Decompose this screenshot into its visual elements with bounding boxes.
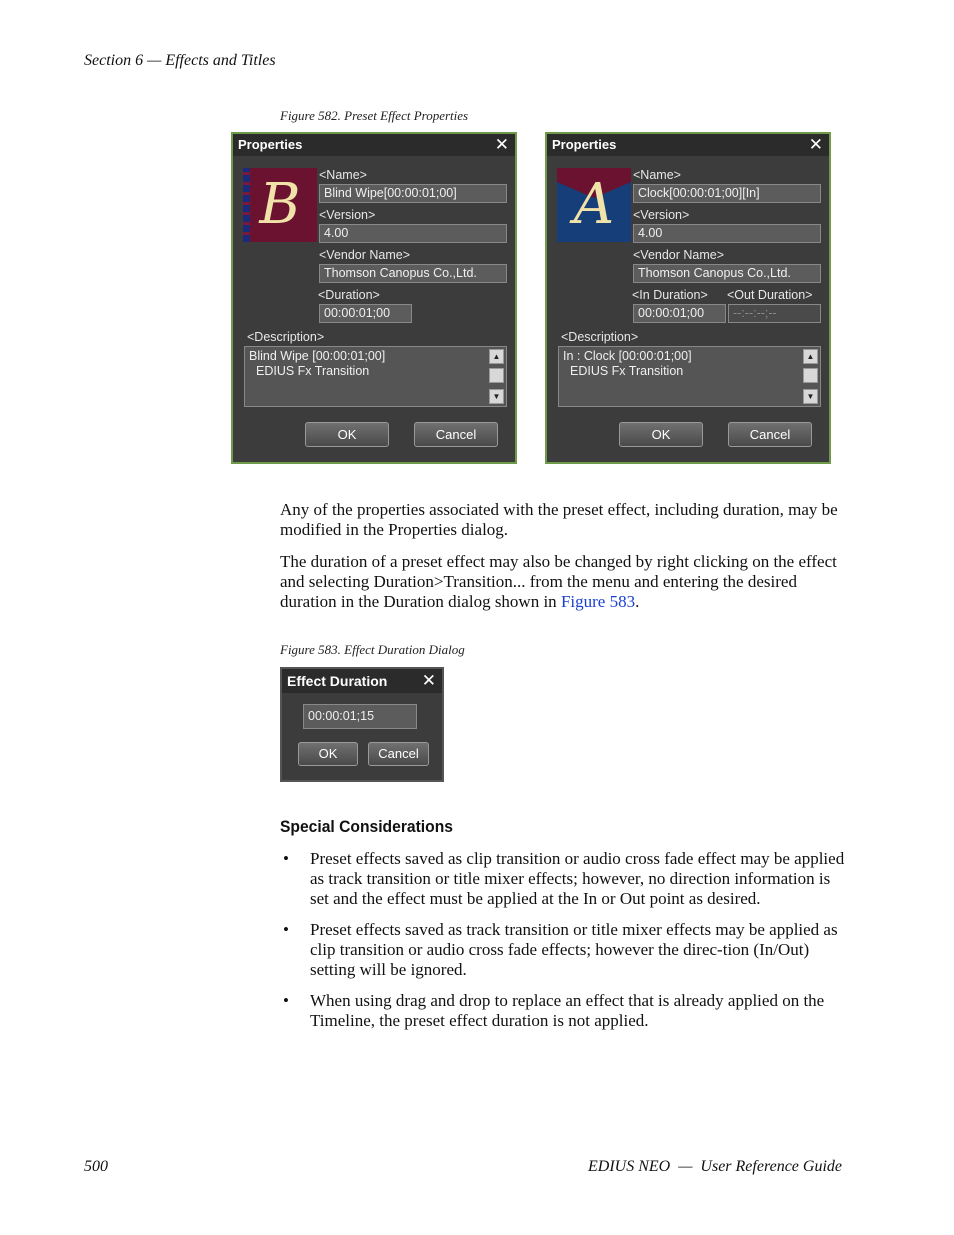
dialog-title: Properties [233, 134, 515, 156]
description-line-1: In : Clock [00:00:01;00] [563, 349, 692, 363]
vendor-field[interactable]: Thomson Canopus Co.,Ltd. [633, 264, 821, 283]
vendor-field[interactable]: Thomson Canopus Co.,Ltd. [319, 264, 507, 283]
name-label: <Name> [319, 168, 367, 182]
bullet-icon: • [283, 849, 289, 868]
section-heading: Special Considerations [280, 817, 453, 836]
cancel-button[interactable]: Cancel [414, 422, 498, 447]
ok-button[interactable]: OK [305, 422, 389, 447]
page-number: 500 [84, 1158, 108, 1175]
paragraph-1: Any of the properties associated with the preset effect, including duration, may be modified in the Properties dialog. [280, 500, 838, 539]
effect-duration-dialog [280, 667, 444, 782]
description-line-1: Blind Wipe [00:00:01;00] [249, 349, 386, 363]
scroll-thumb[interactable] [803, 368, 818, 383]
list-item [283, 849, 845, 909]
description-label: <Description> [247, 330, 325, 344]
figure-583-link[interactable]: Figure 583 [560, 592, 636, 611]
thumbnail-letter: B [259, 172, 301, 237]
version-label: <Version> [633, 208, 690, 222]
version-field[interactable]: 4.00 [319, 224, 507, 243]
properties-dialog-blind-wipe [231, 132, 517, 464]
list-item-text: Preset effects saved as clip transition or audio cross fade effect may be applied as track transition or title mixer effects; however, no direction information is set and the effect must be applied at the In or Out point as desired. [310, 849, 845, 908]
list-item [283, 920, 845, 980]
description-label: <Description> [561, 330, 639, 344]
effect-thumbnail [557, 168, 631, 242]
description-box[interactable] [244, 346, 507, 407]
duration-field[interactable]: 00:00:01;00 [319, 304, 412, 323]
list-item [283, 991, 845, 1031]
running-header: Section 6 — Effects and Titles [84, 52, 276, 69]
dialog-title: Properties [547, 134, 829, 156]
version-field[interactable]: 4.00 [633, 224, 821, 243]
considerations-list [283, 849, 845, 1042]
scroll-down-icon[interactable]: ▼ [489, 389, 504, 404]
dialog-title: Effect Duration [282, 669, 442, 693]
cancel-button[interactable]: Cancel [728, 422, 812, 447]
paragraph-2 [280, 552, 845, 612]
effect-thumbnail [243, 168, 317, 242]
scroll-thumb[interactable] [489, 368, 504, 383]
list-item-text: When using drag and drop to replace an effect that is already applied on the Timeline, the preset effect duration is not applied. [310, 991, 825, 1030]
in-duration-label: <In Duration> [632, 288, 708, 302]
scroll-up-icon[interactable]: ▲ [803, 349, 818, 364]
paragraph-2-end: . [635, 592, 640, 611]
out-duration-label: <Out Duration> [727, 288, 813, 302]
bullet-icon: • [283, 991, 289, 1010]
version-label: <Version> [319, 208, 376, 222]
description-line-2: EDIUS Fx Transition [256, 364, 370, 378]
guide-title: EDIUS NEO — User Reference Guide [587, 1158, 842, 1175]
vendor-label: <Vendor Name> [633, 248, 725, 262]
description-line-2: EDIUS Fx Transition [570, 364, 684, 378]
duration-input[interactable]: 00:00:01;15 [303, 704, 417, 729]
description-box[interactable] [558, 346, 821, 407]
body-paragraphs [280, 500, 845, 624]
close-icon[interactable]: ✕ [421, 671, 436, 690]
thumbnail-letter: A [573, 172, 615, 237]
in-duration-field[interactable]: 00:00:01;00 [633, 304, 726, 323]
ok-button[interactable]: OK [298, 742, 358, 766]
figure-583-caption: Figure 583. Effect Duration Dialog [280, 642, 465, 657]
scrollbar[interactable] [803, 349, 818, 404]
out-duration-field: --:--:--;-- [728, 304, 821, 323]
list-item-text: Preset effects saved as track transition or title mixer effects may be applied as clip transition or audio cross fade effects; however the direc-tion (In/Out) setting will be ignored. [310, 920, 838, 979]
name-field[interactable]: Clock[00:00:01;00][In] [633, 184, 821, 203]
properties-dialog-clock [545, 132, 831, 464]
paragraph-2-text: The duration of a preset effect may also be changed by right clicking on the effect and selecting Duration>Transition... from the menu and entering the desired duration in the Duration dialog shown in [280, 552, 837, 611]
scroll-up-icon[interactable]: ▲ [489, 349, 504, 364]
scroll-down-icon[interactable]: ▼ [803, 389, 818, 404]
scrollbar[interactable] [489, 349, 504, 404]
name-field[interactable]: Blind Wipe[00:00:01;00] [319, 184, 507, 203]
close-icon[interactable]: ✕ [808, 135, 823, 154]
duration-label: <Duration> [318, 288, 380, 302]
bullet-icon: • [283, 920, 289, 939]
cancel-button[interactable]: Cancel [368, 742, 429, 766]
close-icon[interactable]: ✕ [494, 135, 509, 154]
name-label: <Name> [633, 168, 681, 182]
figure-582-caption: Figure 582. Preset Effect Properties [280, 108, 469, 123]
ok-button[interactable]: OK [619, 422, 703, 447]
vendor-label: <Vendor Name> [319, 248, 411, 262]
